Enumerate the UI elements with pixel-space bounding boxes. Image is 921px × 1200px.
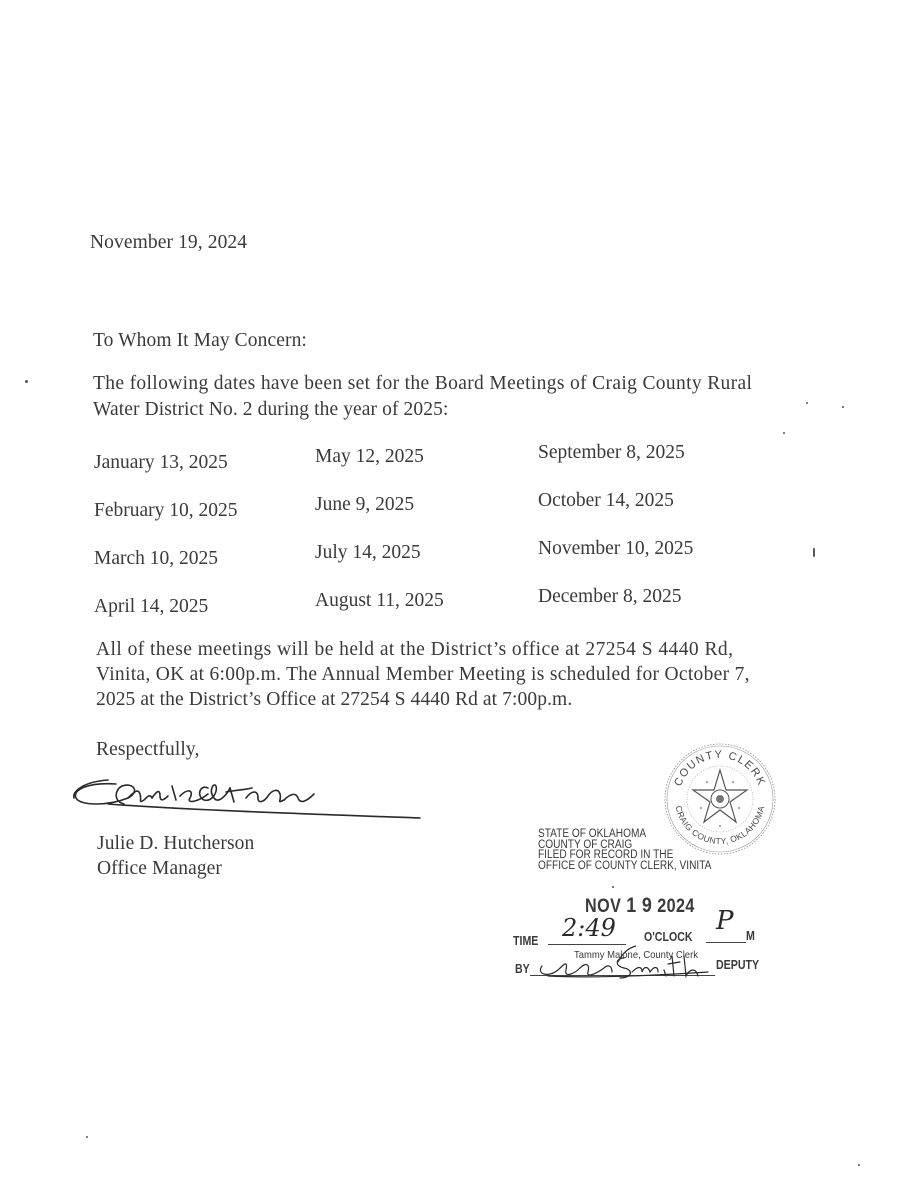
scan-speck [612, 886, 614, 888]
stamp-oclock-label: O'CLOCK [644, 930, 693, 944]
intro-line-1: The following dates have been set for the Board Meetings of Craig County Rural [93, 373, 753, 394]
stamp-ampm-underline [706, 942, 746, 943]
meeting-date: August 11, 2025 [315, 590, 444, 611]
meeting-date: January 13, 2025 [94, 452, 228, 473]
signer-name: Julie D. Hutcherson [97, 833, 255, 854]
stamp-clerk-name: Tammy Malone, County Clerk [574, 949, 698, 961]
dates-column-3 [538, 440, 693, 632]
stamp-m-label: M [746, 929, 755, 943]
seal-star-icon [693, 770, 747, 827]
meeting-date: December 8, 2025 [538, 586, 682, 607]
meeting-date: March 10, 2025 [94, 548, 219, 569]
meeting-date: November 10, 2025 [538, 538, 694, 559]
meeting-date: May 12, 2025 [315, 446, 424, 467]
stamp-day: 1 9 [626, 894, 653, 917]
scan-speck [806, 402, 808, 404]
letter-date: November 19, 2024 [90, 232, 248, 253]
closing-line-2: Vinita, OK at 6:00p.m. The Annual Member Meeting is scheduled for October 7, [96, 664, 750, 685]
stamp-month: NOV [585, 896, 622, 917]
meeting-date: October 14, 2025 [538, 490, 674, 511]
scan-speck [813, 548, 815, 557]
dates-column-2 [315, 444, 444, 636]
intro-line-2: Water District No. 2 during the year of 2025: [93, 399, 449, 420]
meeting-date: July 14, 2025 [315, 542, 421, 563]
stamp-line: COUNTY OF CRAIG [538, 838, 633, 851]
closing-line-1: All of these meetings will be held at the District’s office at 27254 S 4440 Rd, [96, 639, 734, 660]
meeting-date: June 9, 2025 [315, 494, 415, 515]
stamp-time-label: TIME [513, 934, 539, 948]
stamp-line: FILED FOR RECORD IN THE [538, 849, 674, 861]
stamp-year: 2024 [657, 896, 695, 917]
filing-stamp-header [538, 829, 711, 871]
salutation: To Whom It May Concern: [93, 330, 307, 351]
scan-speck [858, 1164, 860, 1166]
closing-line-3: 2025 at the District’s Office at 27254 S 4440 Rd at 7:00p.m. [96, 689, 573, 710]
scan-speck [783, 432, 785, 434]
scan-speck [86, 1136, 88, 1138]
scan-speck [25, 380, 28, 383]
stamp-ampm-value: P [716, 906, 734, 936]
signature-image [68, 768, 428, 830]
clerk-slash-mark [612, 944, 642, 964]
stamp-deputy-label: DEPUTY [716, 958, 760, 972]
meeting-date: April 14, 2025 [94, 596, 209, 617]
stamp-line: OFFICE OF COUNTY CLERK, VINITA [538, 859, 712, 872]
signer-title: Office Manager [97, 858, 223, 879]
stamp-line: STATE OF OKLAHOMA [538, 828, 647, 840]
valediction: Respectfully, [96, 739, 200, 760]
stamp-time-value: 2:49 [562, 914, 616, 942]
meeting-date: February 10, 2025 [94, 500, 238, 521]
stamp-by-label: BY [515, 962, 530, 976]
scan-speck [842, 406, 844, 408]
dates-column-1 [94, 450, 238, 642]
seal-bottom-text: CRAIG COUNTY, OKLAHOMA [673, 804, 767, 847]
meeting-date: September 8, 2025 [538, 442, 685, 463]
seal-top-text: COUNTY CLERK [672, 748, 768, 789]
